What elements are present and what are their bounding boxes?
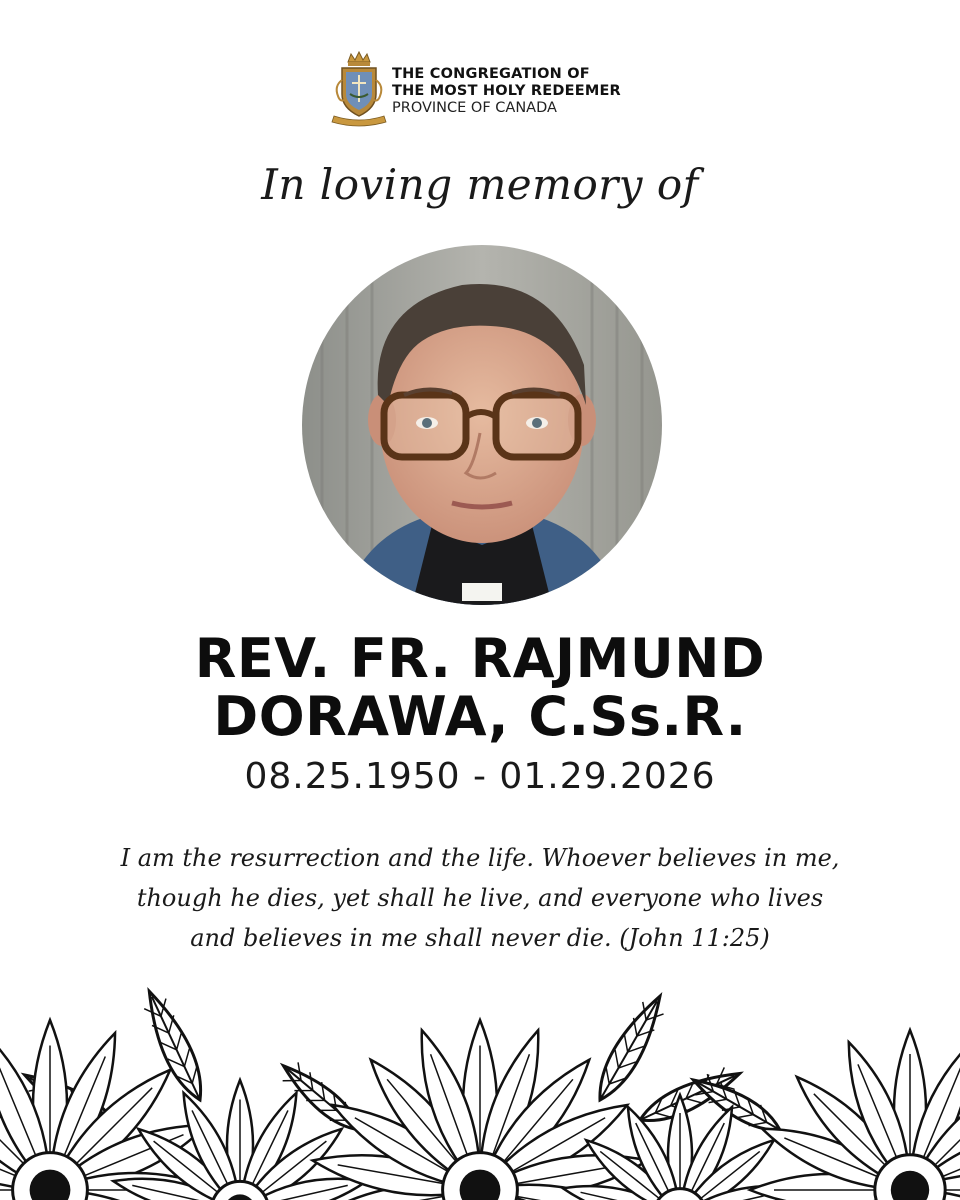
org-province: PROVINCE OF CANADA [392, 100, 557, 116]
life-dates: 08.25.1950 - 01.29.2026 [244, 756, 716, 797]
portrait-photo [302, 245, 662, 605]
redemptorist-crest-icon [330, 50, 388, 128]
leaf-icon [589, 989, 672, 1106]
in-memory-heading: In loving memory of [261, 160, 699, 209]
deceased-name [0, 627, 960, 748]
organization-name [392, 66, 621, 117]
org-name-line1: THE CONGREGATION OF [392, 66, 590, 82]
verse-line3: and believes in me shall never die. (John 11:25) [190, 924, 770, 952]
daisy-flowers-border [0, 980, 960, 1200]
org-name-line2: THE MOST HOLY REDEEMER [392, 83, 621, 99]
scripture-verse [110, 838, 850, 958]
name-line1: REV. FR. RAJMUND [194, 627, 766, 690]
organization-header [330, 50, 650, 130]
verse-line2: though he dies, yet shall he live, and everyone who lives [136, 884, 824, 912]
verse-line1: I am the resurrection and the life. Whoever believes in me, [120, 844, 840, 872]
daisy-icon [750, 1030, 960, 1200]
daisy-icon [310, 1020, 651, 1200]
name-line2: DORAWA, C.Ss.R. [213, 685, 747, 748]
